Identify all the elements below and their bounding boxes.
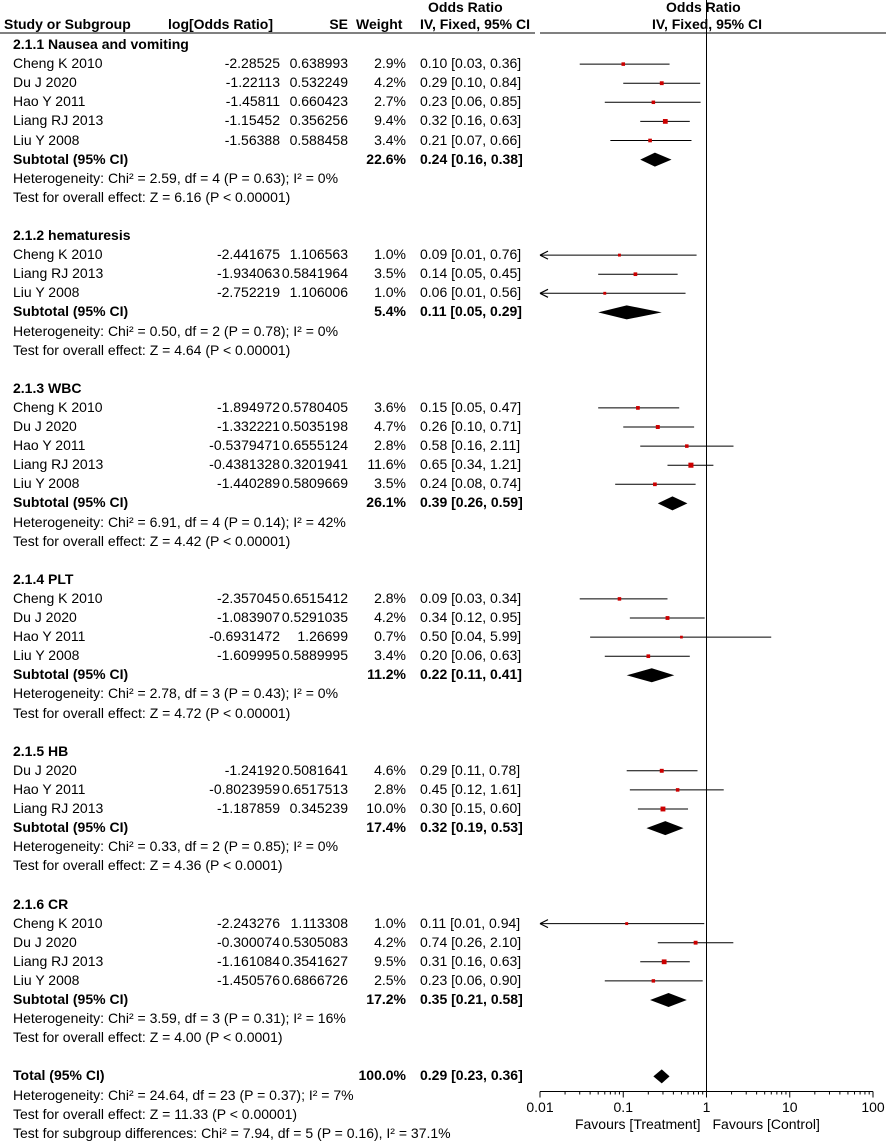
x-axis-tick-label: 0.1 xyxy=(613,1098,633,1115)
study-weight: 4.2% xyxy=(374,74,406,91)
group-title: 2.1.1 Nausea and vomiting xyxy=(13,36,189,52)
total-or-ci: 0.29 [0.23, 0.36] xyxy=(420,1067,523,1084)
header-log-odds: log[Odds Ratio] xyxy=(168,16,273,32)
study-or-ci: 0.10 [0.03, 0.36] xyxy=(420,55,522,72)
total-diamond xyxy=(653,1069,669,1083)
study-name: Du J 2020 xyxy=(13,418,77,434)
study-weight: 1.0% xyxy=(374,914,406,931)
subtotal-label: Subtotal (95% CI) xyxy=(13,819,129,836)
study-point-estimate xyxy=(694,941,698,945)
study-log-odds: -1.161084 xyxy=(216,952,280,969)
study-or-ci: 0.09 [0.01, 0.76] xyxy=(420,246,522,263)
study-or-ci: 0.21 [0.07, 0.66] xyxy=(420,131,522,148)
header-or-method: IV, Fixed, 95% CI xyxy=(420,16,530,32)
subtotal-diamond xyxy=(650,993,687,1007)
heterogeneity-text: Heterogeneity: Chi² = 0.33, df = 2 (P = 0.85); I² = 0% xyxy=(13,838,339,855)
study-weight: 2.7% xyxy=(374,93,406,110)
study-log-odds: -2.357045 xyxy=(216,589,280,606)
study-or-ci: 0.32 [0.16, 0.63] xyxy=(420,112,522,129)
header-weight: Weight xyxy=(356,16,403,32)
study-or-ci: 0.45 [0.12, 1.61] xyxy=(420,780,522,797)
study-point-estimate xyxy=(688,463,693,468)
study-se: 0.6555124 xyxy=(281,437,348,454)
study-point-estimate xyxy=(676,788,680,792)
study-point-estimate xyxy=(648,139,652,143)
study-or-ci: 0.14 [0.05, 0.45] xyxy=(420,265,522,282)
study-se: 1.113308 xyxy=(290,914,348,931)
study-se: 0.5841964 xyxy=(281,265,348,282)
study-name: Hao Y 2011 xyxy=(13,780,86,797)
study-weight: 2.8% xyxy=(374,780,406,797)
study-weight: 2.9% xyxy=(374,55,406,72)
study-point-estimate xyxy=(652,101,655,104)
study-or-ci: 0.24 [0.08, 0.74] xyxy=(420,475,522,492)
study-weight: 3.4% xyxy=(374,647,406,664)
header-or-title: Odds Ratio xyxy=(428,0,503,15)
study-se: 0.3541627 xyxy=(281,952,348,969)
study-se: 0.5291035 xyxy=(281,609,348,625)
study-or-ci: 0.65 [0.34, 1.21] xyxy=(420,456,522,473)
study-name: Liang RJ 2013 xyxy=(13,800,104,816)
study-point-estimate xyxy=(661,807,666,812)
study-se: 0.5035198 xyxy=(281,418,348,434)
study-se: 0.532249 xyxy=(289,74,348,91)
study-weight: 0.7% xyxy=(374,628,406,645)
study-weight: 10.0% xyxy=(366,800,406,816)
study-or-ci: 0.06 [0.01, 0.56] xyxy=(420,284,522,301)
study-weight: 3.5% xyxy=(374,475,406,492)
study-point-estimate xyxy=(680,636,683,639)
overall-effect-text: Test for overall effect: Z = 4.42 (P < 0.00001) xyxy=(13,532,291,549)
study-point-estimate xyxy=(636,406,640,410)
study-name: Du J 2020 xyxy=(13,761,77,778)
group-title: 2.1.5 HB xyxy=(13,742,69,759)
subtotal-or-ci: 0.22 [0.11, 0.41] xyxy=(420,666,522,683)
x-axis-tick-label: 1 xyxy=(702,1098,711,1115)
subtotal-label: Subtotal (95% CI) xyxy=(13,150,129,167)
study-point-estimate xyxy=(685,444,689,448)
study-log-odds: -1.56388 xyxy=(224,131,280,148)
subtotal-weight: 22.6% xyxy=(366,150,406,167)
subtotal-or-ci: 0.39 [0.26, 0.59] xyxy=(420,494,523,511)
study-name: Du J 2020 xyxy=(13,609,77,625)
total-weight: 100.0% xyxy=(358,1067,406,1084)
subtotal-weight: 26.1% xyxy=(366,494,406,511)
study-name: Liang RJ 2013 xyxy=(13,952,104,969)
study-log-odds: -0.4381328 xyxy=(209,456,280,473)
study-point-estimate xyxy=(618,597,622,601)
study-name: Liu Y 2008 xyxy=(13,131,80,148)
subtotal-label: Subtotal (95% CI) xyxy=(13,991,129,1007)
study-name: Liang RJ 2013 xyxy=(13,456,104,473)
study-se: 0.6517513 xyxy=(281,780,348,797)
study-name: Hao Y 2011 xyxy=(13,437,86,454)
study-name: Liu Y 2008 xyxy=(13,475,80,492)
study-se: 0.5081641 xyxy=(281,761,348,778)
study-or-ci: 0.30 [0.15, 0.60] xyxy=(420,800,522,816)
overall-effect-text: Test for overall effect: Z = 4.36 (P < 0.0001) xyxy=(13,857,283,874)
study-log-odds: -2.243276 xyxy=(216,914,280,931)
study-log-odds: -0.8023959 xyxy=(209,780,280,797)
study-name: Liu Y 2008 xyxy=(13,284,80,301)
study-name: Liu Y 2008 xyxy=(13,647,80,664)
study-or-ci: 0.29 [0.10, 0.84] xyxy=(420,74,522,91)
study-point-estimate xyxy=(663,119,668,124)
study-or-ci: 0.50 [0.04, 5.99] xyxy=(420,628,522,645)
study-name: Liu Y 2008 xyxy=(13,971,80,988)
subtotal-diamond xyxy=(627,668,675,682)
subtotal-diamond xyxy=(646,821,683,835)
study-or-ci: 0.11 [0.01, 0.94] xyxy=(420,914,521,931)
study-log-odds: -1.934063 xyxy=(216,265,280,282)
group-title: 2.1.3 WBC xyxy=(13,379,82,396)
overall-effect-text: Test for overall effect: Z = 6.16 (P < 0.00001) xyxy=(13,188,291,205)
study-name: Cheng K 2010 xyxy=(13,398,103,415)
study-point-estimate xyxy=(618,254,621,257)
study-weight: 9.4% xyxy=(374,112,406,129)
study-log-odds: -1.15452 xyxy=(224,112,280,129)
study-se: 0.638993 xyxy=(289,55,348,72)
heterogeneity-text: Heterogeneity: Chi² = 0.50, df = 2 (P = 0.78); I² = 0% xyxy=(13,322,339,339)
study-weight: 3.4% xyxy=(374,131,406,148)
study-point-estimate xyxy=(656,425,660,429)
study-weight: 2.8% xyxy=(374,589,406,606)
subtotal-weight: 17.2% xyxy=(366,991,406,1007)
study-weight: 2.8% xyxy=(374,437,406,454)
study-or-ci: 0.15 [0.05, 0.47] xyxy=(420,398,522,415)
header-plot-method: IV, Fixed, 95% CI xyxy=(652,16,762,32)
subtotal-or-ci: 0.32 [0.19, 0.53] xyxy=(420,819,523,836)
study-point-estimate xyxy=(625,922,628,925)
study-point-estimate xyxy=(666,616,670,620)
subtotal-diamond xyxy=(598,305,662,319)
study-point-estimate xyxy=(653,482,657,486)
study-point-estimate xyxy=(662,959,667,964)
study-name: Liang RJ 2013 xyxy=(13,112,104,129)
study-log-odds: -1.24192 xyxy=(224,761,280,778)
study-name: Cheng K 2010 xyxy=(13,55,103,72)
study-weight: 9.5% xyxy=(374,952,406,969)
study-se: 0.5809669 xyxy=(281,475,348,492)
study-se: 0.5305083 xyxy=(281,933,348,950)
subtotal-weight: 11.2% xyxy=(367,666,406,683)
study-log-odds: -1.22113 xyxy=(225,74,280,91)
subtotal-diamond xyxy=(658,496,688,510)
study-log-odds: -1.609995 xyxy=(216,647,280,664)
study-weight: 4.7% xyxy=(374,418,406,434)
study-log-odds: -0.6931472 xyxy=(209,628,280,645)
study-log-odds: -1.894972 xyxy=(216,398,280,415)
study-log-odds: -1.187859 xyxy=(216,800,280,816)
favours-control-label: Favours [Control] xyxy=(712,1115,820,1132)
study-weight: 4.6% xyxy=(374,761,406,778)
study-weight: 3.6% xyxy=(374,398,406,415)
study-se: 0.356256 xyxy=(289,112,348,129)
study-se: 1.106006 xyxy=(289,284,348,301)
study-weight: 1.0% xyxy=(374,284,406,301)
study-log-odds: -2.28525 xyxy=(224,55,280,72)
study-log-odds: -1.450576 xyxy=(216,971,280,988)
study-point-estimate xyxy=(603,292,606,295)
study-weight: 11.6% xyxy=(367,456,406,473)
total-label: Total (95% CI) xyxy=(13,1067,105,1084)
study-point-estimate xyxy=(646,654,650,658)
study-log-odds: -1.083907 xyxy=(216,609,280,625)
study-log-odds: -2.441675 xyxy=(216,246,280,263)
total-heterogeneity-text: Heterogeneity: Chi² = 24.64, df = 23 (P = 0.37); I² = 7% xyxy=(13,1086,354,1103)
subgroup-differences-text: Test for subgroup differences: Chi² = 7.94, df = 5 (P = 0.16), I² = 37.1% xyxy=(13,1124,451,1141)
x-axis-tick-label: 10 xyxy=(781,1098,798,1115)
study-weight: 4.2% xyxy=(374,933,406,950)
subtotal-label: Subtotal (95% CI) xyxy=(13,666,129,683)
study-log-odds: -1.440289 xyxy=(216,475,280,492)
study-name: Hao Y 2011 xyxy=(13,93,86,110)
x-axis-tick-label: 100 xyxy=(861,1098,885,1115)
study-name: Liang RJ 2013 xyxy=(13,265,104,282)
subtotal-or-ci: 0.24 [0.16, 0.38] xyxy=(420,150,523,167)
study-se: 0.6515412 xyxy=(281,589,348,606)
x-axis-tick-label: 0.01 xyxy=(526,1098,554,1115)
study-or-ci: 0.31 [0.16, 0.63] xyxy=(420,952,522,969)
study-log-odds: -1.45811 xyxy=(225,93,280,110)
study-or-ci: 0.23 [0.06, 0.85] xyxy=(420,93,522,110)
subtotal-weight: 17.4% xyxy=(366,819,406,836)
study-se: 0.588458 xyxy=(289,131,348,148)
study-name: Cheng K 2010 xyxy=(13,246,103,263)
study-or-ci: 0.29 [0.11, 0.78] xyxy=(420,761,521,778)
favours-treatment-label: Favours [Treatment] xyxy=(574,1115,701,1132)
study-weight: 3.5% xyxy=(374,265,406,282)
study-name: Cheng K 2010 xyxy=(13,589,103,606)
study-point-estimate xyxy=(621,62,625,66)
study-or-ci: 0.34 [0.12, 0.95] xyxy=(420,609,522,625)
study-log-odds: -0.5379471 xyxy=(209,437,280,454)
total-overall-effect-text: Test for overall effect: Z = 11.33 (P < 0.00001) xyxy=(13,1105,298,1122)
heterogeneity-text: Heterogeneity: Chi² = 6.91, df = 4 (P = 0.14); I² = 42% xyxy=(13,513,346,530)
study-log-odds: -0.300074 xyxy=(216,933,280,950)
study-se: 0.660423 xyxy=(289,93,348,110)
heterogeneity-text: Heterogeneity: Chi² = 2.59, df = 4 (P = 0.63); I² = 0% xyxy=(13,169,339,186)
study-or-ci: 0.09 [0.03, 0.34] xyxy=(420,589,522,606)
study-name: Du J 2020 xyxy=(13,933,77,950)
study-or-ci: 0.74 [0.26, 2.10] xyxy=(420,933,522,950)
study-or-ci: 0.20 [0.06, 0.63] xyxy=(420,647,522,664)
study-se: 1.106563 xyxy=(289,246,348,263)
study-se: 0.3201941 xyxy=(281,456,348,473)
header-study: Study or Subgroup xyxy=(4,16,131,32)
study-log-odds: -2.752219 xyxy=(216,284,280,301)
study-name: Du J 2020 xyxy=(13,74,77,91)
study-se: 1.26699 xyxy=(297,628,348,645)
subtotal-label: Subtotal (95% CI) xyxy=(13,494,129,511)
header-se: SE xyxy=(329,16,348,32)
study-se: 0.6866726 xyxy=(281,971,348,988)
study-log-odds: -1.332221 xyxy=(216,418,280,434)
subtotal-diamond xyxy=(640,153,671,167)
study-weight: 1.0% xyxy=(374,246,406,263)
study-weight: 2.5% xyxy=(374,971,406,988)
study-or-ci: 0.58 [0.16, 2.11] xyxy=(420,437,521,454)
study-name: Cheng K 2010 xyxy=(13,914,103,931)
group-title: 2.1.4 PLT xyxy=(13,570,74,587)
header-plot-title: Odds Ratio xyxy=(666,0,741,15)
subtotal-or-ci: 0.11 [0.05, 0.29] xyxy=(420,303,522,320)
subtotal-weight: 5.4% xyxy=(374,303,406,320)
overall-effect-text: Test for overall effect: Z = 4.72 (P < 0.00001) xyxy=(13,704,291,721)
study-se: 0.345239 xyxy=(289,800,348,816)
heterogeneity-text: Heterogeneity: Chi² = 3.59, df = 3 (P = 0.31); I² = 16% xyxy=(13,1010,346,1027)
overall-effect-text: Test for overall effect: Z = 4.00 (P < 0.0001) xyxy=(13,1029,283,1046)
heterogeneity-text: Heterogeneity: Chi² = 2.78, df = 3 (P = 0.43); I² = 0% xyxy=(13,685,339,702)
subtotal-label: Subtotal (95% CI) xyxy=(13,303,129,320)
study-point-estimate xyxy=(660,769,664,773)
subtotal-or-ci: 0.35 [0.21, 0.58] xyxy=(420,991,523,1007)
study-point-estimate xyxy=(652,979,655,982)
study-point-estimate xyxy=(660,81,664,85)
group-title: 2.1.6 CR xyxy=(13,895,69,912)
study-name: Hao Y 2011 xyxy=(13,628,86,645)
study-weight: 4.2% xyxy=(374,609,406,625)
study-or-ci: 0.26 [0.10, 0.71] xyxy=(420,418,522,434)
study-se: 0.5889995 xyxy=(281,647,348,664)
overall-effect-text: Test for overall effect: Z = 4.64 (P < 0.00001) xyxy=(13,341,291,358)
study-or-ci: 0.23 [0.06, 0.90] xyxy=(420,971,522,988)
study-se: 0.5780405 xyxy=(281,398,348,415)
group-title: 2.1.2 hematuresis xyxy=(13,227,131,243)
study-point-estimate xyxy=(634,272,638,276)
